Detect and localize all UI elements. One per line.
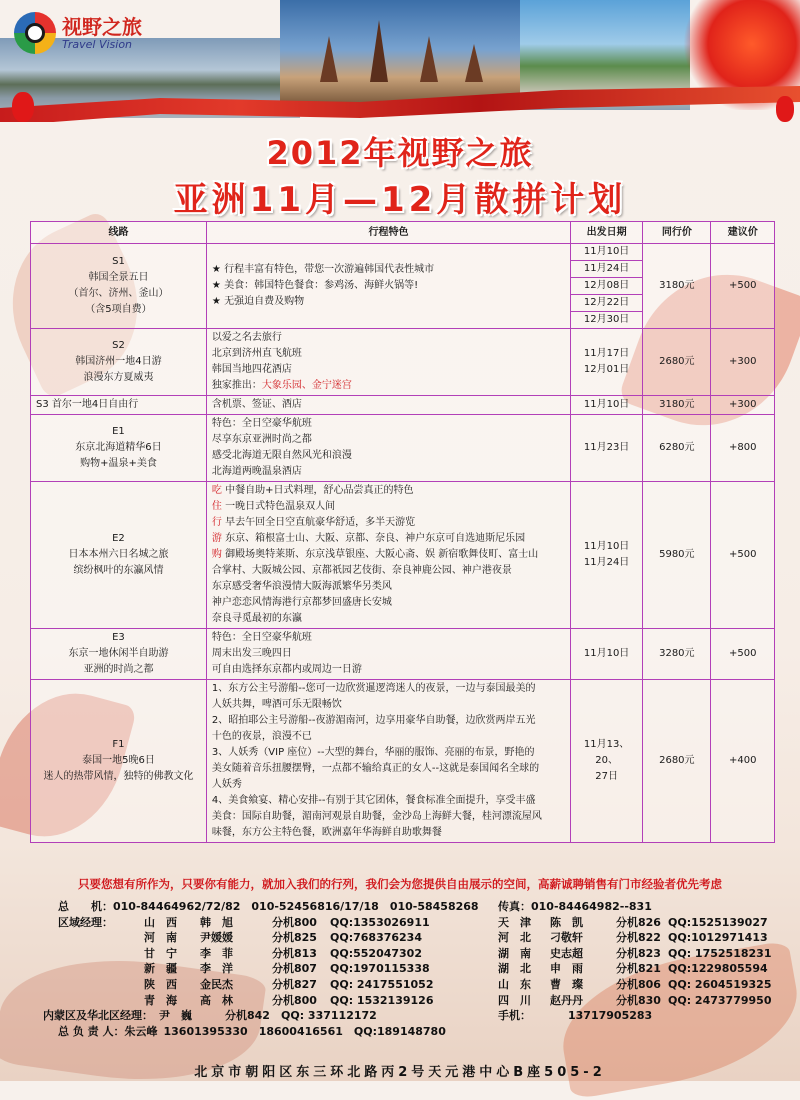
feature-text: 2、昭拍耶公主号游船--夜游湄南河，边享用豪华自助餐，边欣赏两岸五光 xyxy=(211,715,536,726)
route-text: 浪漫东方夏威夷 xyxy=(83,372,154,383)
manager-name: 史志超 xyxy=(550,946,583,960)
region-manager-label: 区域经理： xyxy=(58,915,113,929)
feature-text: 美食：国际自助餐，湄南河观景自助餐，金沙岛上海鲜大餐，桂河漂流屋风 xyxy=(211,811,542,822)
feature-text: 独家推出： xyxy=(211,380,262,391)
feature-line xyxy=(212,697,565,713)
feature-text: 一晚日式特色温泉双人间 xyxy=(221,501,336,512)
feature-line xyxy=(212,397,565,413)
peer-price: 3280元 xyxy=(643,629,711,680)
manager-region: 陕 西 xyxy=(144,977,177,991)
north-manager-label: 内蒙区及华北区经理： xyxy=(43,1009,153,1023)
manager-ext: 分机800 xyxy=(272,915,317,929)
spacer xyxy=(58,977,144,993)
departure-date: 11月10日 xyxy=(571,244,642,261)
column-header: 线路 xyxy=(31,222,207,244)
route-cell xyxy=(31,329,207,396)
peer-price: 2680元 xyxy=(643,680,711,843)
peer-price: 3180元 xyxy=(643,244,711,329)
departure-date: 11月24日 xyxy=(583,557,630,568)
manager-row xyxy=(58,961,778,977)
table-row xyxy=(31,244,775,329)
route-text: E3 xyxy=(112,632,125,643)
route-text: （含5项自费） xyxy=(85,304,152,315)
route-cell xyxy=(31,482,207,629)
table-row xyxy=(31,396,775,415)
temple-spire-icon xyxy=(320,36,338,82)
column-header: 建议价 xyxy=(711,222,775,244)
manager-qq: QQ: 2473779950 xyxy=(668,993,772,1007)
dates-cell xyxy=(571,482,643,629)
feature-text: 人妖秀 xyxy=(211,779,242,790)
manager-name: 韩 旭 xyxy=(200,915,233,929)
lantern-icon xyxy=(776,96,794,122)
features-cell xyxy=(206,482,570,629)
feature-text: 神户恋恋风情海港行京都梦回盛唐长安城 xyxy=(211,597,392,608)
feature-key: 购 xyxy=(211,549,222,560)
feature-text: 可自由选择东京都内或周边一日游 xyxy=(211,664,362,675)
spacer xyxy=(58,993,144,1009)
feature-text: 尽享东京亚洲时尚之都 xyxy=(211,434,312,445)
brand-logo xyxy=(14,12,142,54)
feature-line xyxy=(212,346,565,362)
manager-region: 湖 北 xyxy=(498,962,531,976)
recruitment-notice: 只要您想有所作为，只要你有能力，就加入我们的行列，我们会为您提供自由展示的空间，高薪诚聘销售有门市经验者优先考虑 xyxy=(78,877,722,891)
route-text: 东京北海道精华6日 xyxy=(75,442,162,453)
route-text: 缤纷枫叶的东瀛风情 xyxy=(73,565,164,576)
departure-date: 12月30日 xyxy=(583,314,630,325)
manager-row xyxy=(58,977,778,993)
manager-qq: QQ:1353026911 xyxy=(330,915,430,929)
route-text: S3 首尔一地4日自由行 xyxy=(36,399,139,410)
tour-schedule-table xyxy=(30,221,775,843)
manager-name: 李 菲 xyxy=(200,946,233,960)
departure-date: 11月10日 xyxy=(583,399,630,410)
feature-line xyxy=(212,531,565,547)
feature-text: 特色：全日空豪华航班 xyxy=(211,632,312,643)
table-row xyxy=(31,629,775,680)
feature-text: 1、东方公主号游船--您可一边欣赏暹逻湾迷人的夜景，一边与泰国最美的 xyxy=(211,683,536,694)
manager-ext: 分机806 xyxy=(616,977,661,991)
dates-cell xyxy=(571,244,643,329)
departure-date: 11月10日 xyxy=(583,648,630,659)
suggested-price: +500 xyxy=(711,482,775,629)
suggested-price: +300 xyxy=(711,329,775,396)
mobile-number: 13717905283 xyxy=(568,1009,653,1023)
feature-text: 十色的夜景，浪漫不已 xyxy=(211,731,312,742)
north-manager-ext: 分机842 xyxy=(225,1009,270,1023)
manager-region: 甘 宁 xyxy=(144,946,177,960)
manager-qq: QQ: 2417551052 xyxy=(330,977,434,991)
feature-key: 吃 xyxy=(211,485,222,496)
route-text: F1 xyxy=(112,739,125,750)
feature-line xyxy=(212,464,565,480)
dates-cell xyxy=(571,629,643,680)
feature-text: 味餐，东方公主特色餐，欧洲嘉年华海鲜自助歌舞餐 xyxy=(211,827,442,838)
spacer xyxy=(58,930,144,946)
feature-text: 东京感受奢华浪漫情大阪海派繁华另类风 xyxy=(211,581,392,592)
table-row xyxy=(31,680,775,843)
feature-text: 周末出发三晚四日 xyxy=(211,648,292,659)
feature-text: 4、美食飨宴、精心安排--有别于其它团体，餐食标准全面提升，享受丰盛 xyxy=(211,795,536,806)
manager-qq: QQ:768376234 xyxy=(330,931,422,945)
feature-text: 中餐自助+日式料理，舒心品尝真正的特色 xyxy=(221,485,414,496)
feature-text: 早去午回全日空直航豪华舒适，多半天游览 xyxy=(221,517,416,528)
peer-price: 6280元 xyxy=(643,415,711,482)
feature-line xyxy=(212,777,565,793)
page-subtitle: 亚洲11月—12月散拼计划 xyxy=(173,180,627,220)
head-name: 朱云峰 xyxy=(124,1024,158,1038)
departure-date: 11月24日 xyxy=(571,261,642,278)
route-text: （首尔、济州、釜山） xyxy=(68,288,169,299)
feature-line xyxy=(212,646,565,662)
feature-line xyxy=(212,563,565,579)
feature-line xyxy=(212,662,565,678)
manager-ext: 分机827 xyxy=(272,977,317,991)
table-header-row xyxy=(31,222,775,244)
manager-ext: 分机813 xyxy=(272,946,317,960)
feature-text: 人妖共舞，啤酒可乐无限畅饮 xyxy=(211,699,342,710)
feature-line xyxy=(212,681,565,697)
features-cell xyxy=(206,629,570,680)
table-row xyxy=(31,482,775,629)
departure-date: 12月22日 xyxy=(571,295,642,312)
dates-cell xyxy=(571,415,643,482)
manager-name: 尹媛媛 xyxy=(200,931,233,945)
manager-qq: QQ:552047302 xyxy=(330,946,422,960)
manager-qq: QQ: 1752518231 xyxy=(668,946,772,960)
manager-ext: 分机826 xyxy=(616,915,661,929)
feature-line xyxy=(212,378,565,394)
route-text: 韩国全景五日 xyxy=(88,272,149,283)
column-header: 出发日期 xyxy=(571,222,643,244)
features-cell xyxy=(206,680,570,843)
head-phones: 13601395330 18600416561 QQ:189148780 xyxy=(163,1024,446,1038)
column-header: 同行价 xyxy=(643,222,711,244)
peer-price: 5980元 xyxy=(643,482,711,629)
manager-row xyxy=(58,930,778,946)
temple-spire-icon xyxy=(370,20,388,82)
feature-text: 韩国当地四花酒店 xyxy=(211,364,292,375)
route-text: S2 xyxy=(112,340,125,351)
feature-line xyxy=(212,793,565,809)
suggested-price: +300 xyxy=(711,396,775,415)
temple-photo xyxy=(280,0,530,110)
manager-name: 金民杰 xyxy=(200,977,233,991)
departure-date: 12月01日 xyxy=(583,364,630,375)
features-cell xyxy=(206,329,570,396)
mobile-label: 手机： xyxy=(498,1009,531,1023)
fax-number: 010-84464982--831 xyxy=(531,900,652,913)
route-text: 韩国济州一地4日游 xyxy=(75,356,162,367)
lantern-icon xyxy=(12,92,34,122)
route-text: E2 xyxy=(112,533,125,544)
departure-date: 12月08日 xyxy=(571,278,642,295)
feature-text: 含机票、签证、酒店 xyxy=(211,399,302,410)
feature-key: 游 xyxy=(211,533,222,544)
manager-ext: 分机807 xyxy=(272,962,317,976)
main-phone-numbers: 010-84464962/72/82 010-52456816/17/18 010-58458268 xyxy=(113,900,479,913)
route-text: 日本本州六日名城之旅 xyxy=(68,549,169,560)
feature-line xyxy=(212,547,565,563)
route-cell xyxy=(31,629,207,680)
manager-qq: QQ: 2604519325 xyxy=(668,977,772,991)
manager-region: 山 西 xyxy=(144,915,177,929)
manager-ext: 分机825 xyxy=(272,931,317,945)
feature-text: 美女随着音乐扭腰摆臀，一点都不输给真正的女人--这就是泰国闻名全球的 xyxy=(211,763,540,774)
manager-name: 李 洋 xyxy=(200,962,233,976)
contact-block xyxy=(43,899,778,1039)
departure-date: 11月23日 xyxy=(583,442,630,453)
departure-date: 11月13、20、 xyxy=(583,739,630,766)
feature-text: ★ 无强迫自费及购物 xyxy=(211,296,305,307)
feature-line xyxy=(212,630,565,646)
feature-key: 住 xyxy=(211,501,222,512)
feature-line xyxy=(212,416,565,432)
manager-qq: QQ:1970115338 xyxy=(330,962,430,976)
feature-line xyxy=(212,745,565,761)
feature-text: 御殿场奥特莱斯、东京浅草银座、大阪心斋、娱 新宿歌舞伎町、富士山 xyxy=(221,549,539,560)
temple-spire-icon xyxy=(420,36,438,82)
brand-name-cn: 视野之旅 xyxy=(62,14,142,39)
feature-line xyxy=(212,595,565,611)
north-manager-row xyxy=(43,1008,778,1024)
peer-price: 2680元 xyxy=(643,329,711,396)
route-text: 东京一地休闲半自助游 xyxy=(68,648,169,659)
manager-name: 赵丹丹 xyxy=(550,993,583,1007)
feature-line xyxy=(212,809,565,825)
feature-line xyxy=(212,515,565,531)
manager-region: 天 津 xyxy=(498,915,531,929)
route-text: 购物+温泉+美食 xyxy=(80,458,157,469)
page-title: 2012年视野之旅 xyxy=(266,134,534,172)
suggested-price: +400 xyxy=(711,680,775,843)
feature-line xyxy=(212,713,565,729)
departure-date: 27日 xyxy=(595,771,618,782)
suggested-price: +500 xyxy=(711,629,775,680)
header-banner xyxy=(0,0,800,122)
manager-ext: 分机823 xyxy=(616,946,661,960)
manager-name: 曹 璨 xyxy=(550,977,583,991)
manager-name: 申 雨 xyxy=(550,962,583,976)
manager-qq: QQ:1525139027 xyxy=(668,915,768,929)
main-phone-row xyxy=(58,899,778,915)
feature-line xyxy=(212,761,565,777)
route-text: E1 xyxy=(112,426,125,437)
feature-line xyxy=(212,579,565,595)
table-row xyxy=(31,415,775,482)
manager-region: 河 北 xyxy=(498,931,531,945)
suggested-price: +500 xyxy=(711,244,775,329)
feature-text: 北海道两晚温泉酒店 xyxy=(211,466,302,477)
feature-line xyxy=(212,362,565,378)
spacer xyxy=(58,946,144,962)
feature-text: 奈良寻觅最初的东瀛 xyxy=(211,613,302,624)
feature-text: 以爱之名去旅行 xyxy=(211,332,282,343)
table-row xyxy=(31,329,775,396)
feature-line xyxy=(212,483,565,499)
column-header: 行程特色 xyxy=(206,222,570,244)
head-label: 总 负 责 人： xyxy=(58,1024,125,1038)
manager-name: 刁敬轩 xyxy=(550,931,583,945)
manager-ext: 分机822 xyxy=(616,931,661,945)
feature-line xyxy=(212,278,565,294)
route-cell xyxy=(31,396,207,415)
camera-lens-icon xyxy=(14,12,56,54)
manager-ext: 分机800 xyxy=(272,993,317,1007)
manager-region: 湖 南 xyxy=(498,946,531,960)
brand-name-en: Travel Vision xyxy=(62,37,133,51)
departure-date: 11月17日 xyxy=(583,348,630,359)
manager-region: 新 疆 xyxy=(144,962,177,976)
feature-text: ★ 行程丰富有特色，带您一次游遍韩国代表性城市 xyxy=(211,264,435,275)
feature-text: 北京到济州直飞航班 xyxy=(211,348,302,359)
manager-ext: 分机821 xyxy=(616,962,661,976)
manager-region: 青 海 xyxy=(144,993,177,1007)
manager-name: 高 林 xyxy=(200,993,233,1007)
feature-text: ★ 美食：韩国特色餐食：参鸡汤、海鲜火锅等! xyxy=(211,280,419,291)
dates-cell xyxy=(571,680,643,843)
temple-spire-icon xyxy=(465,44,483,82)
fax-label: 传真： xyxy=(498,900,531,913)
feature-line xyxy=(212,294,565,310)
manager-region: 山 东 xyxy=(498,977,531,991)
feature-text: 3、人妖秀（VIP 座位）--大型的舞台，华丽的服饰、亮丽的布景，野艳的 xyxy=(211,747,535,758)
manager-row xyxy=(58,915,778,931)
route-text: 亚洲的时尚之都 xyxy=(83,664,154,675)
feature-line xyxy=(212,262,565,278)
dates-cell xyxy=(571,396,643,415)
route-cell xyxy=(31,680,207,843)
company-address: 北京市朝阳区东三环北路丙2号天元港中心B座505-2 xyxy=(194,1065,606,1080)
north-manager-qq: QQ: 337112172 xyxy=(281,1009,377,1023)
manager-row xyxy=(58,993,778,1009)
main-phone-label: 总 机： xyxy=(58,900,113,913)
feature-text: 感受北海道无限自然风光和浪漫 xyxy=(211,450,352,461)
features-cell xyxy=(206,415,570,482)
feature-line xyxy=(212,448,565,464)
feature-highlight: 大象乐园、金宁迷宫 xyxy=(261,380,352,391)
route-text: 迷人的热带风情，独特的佛教文化 xyxy=(43,771,194,782)
features-cell xyxy=(206,396,570,415)
manager-ext: 分机830 xyxy=(616,993,661,1007)
departure-date: 11月10日 xyxy=(583,541,630,552)
manager-row xyxy=(58,946,778,962)
feature-line xyxy=(212,432,565,448)
dates-cell xyxy=(571,329,643,396)
manager-qq: QQ:1229805594 xyxy=(668,962,768,976)
peer-price: 3180元 xyxy=(643,396,711,415)
feature-key: 行 xyxy=(211,517,222,528)
route-text: 泰国一地5晚6日 xyxy=(82,755,155,766)
feature-text: 合掌村、大阪城公园、京都祇园艺伎街、奈良神鹿公园、神户港夜景 xyxy=(211,565,512,576)
route-text: S1 xyxy=(112,256,125,267)
route-cell xyxy=(31,244,207,329)
head-row xyxy=(58,1024,778,1040)
feature-line xyxy=(212,330,565,346)
manager-region: 河 南 xyxy=(144,931,177,945)
manager-region: 四 川 xyxy=(498,993,531,1007)
north-manager-name: 尹 巍 xyxy=(159,1009,192,1023)
feature-line xyxy=(212,611,565,627)
feature-text: 特色：全日空豪华航班 xyxy=(211,418,312,429)
route-cell xyxy=(31,415,207,482)
features-cell xyxy=(206,244,570,329)
feature-text: 东京、箱根富士山、大阪、京都、奈良、神户东京可自选迪斯尼乐园 xyxy=(221,533,526,544)
manager-qq: QQ:1012971413 xyxy=(668,931,768,945)
feature-line xyxy=(212,729,565,745)
manager-qq: QQ: 1532139126 xyxy=(330,993,434,1007)
feature-line xyxy=(212,825,565,841)
spacer xyxy=(58,961,144,977)
manager-name: 陈 凯 xyxy=(550,915,583,929)
suggested-price: +800 xyxy=(711,415,775,482)
feature-line xyxy=(212,499,565,515)
